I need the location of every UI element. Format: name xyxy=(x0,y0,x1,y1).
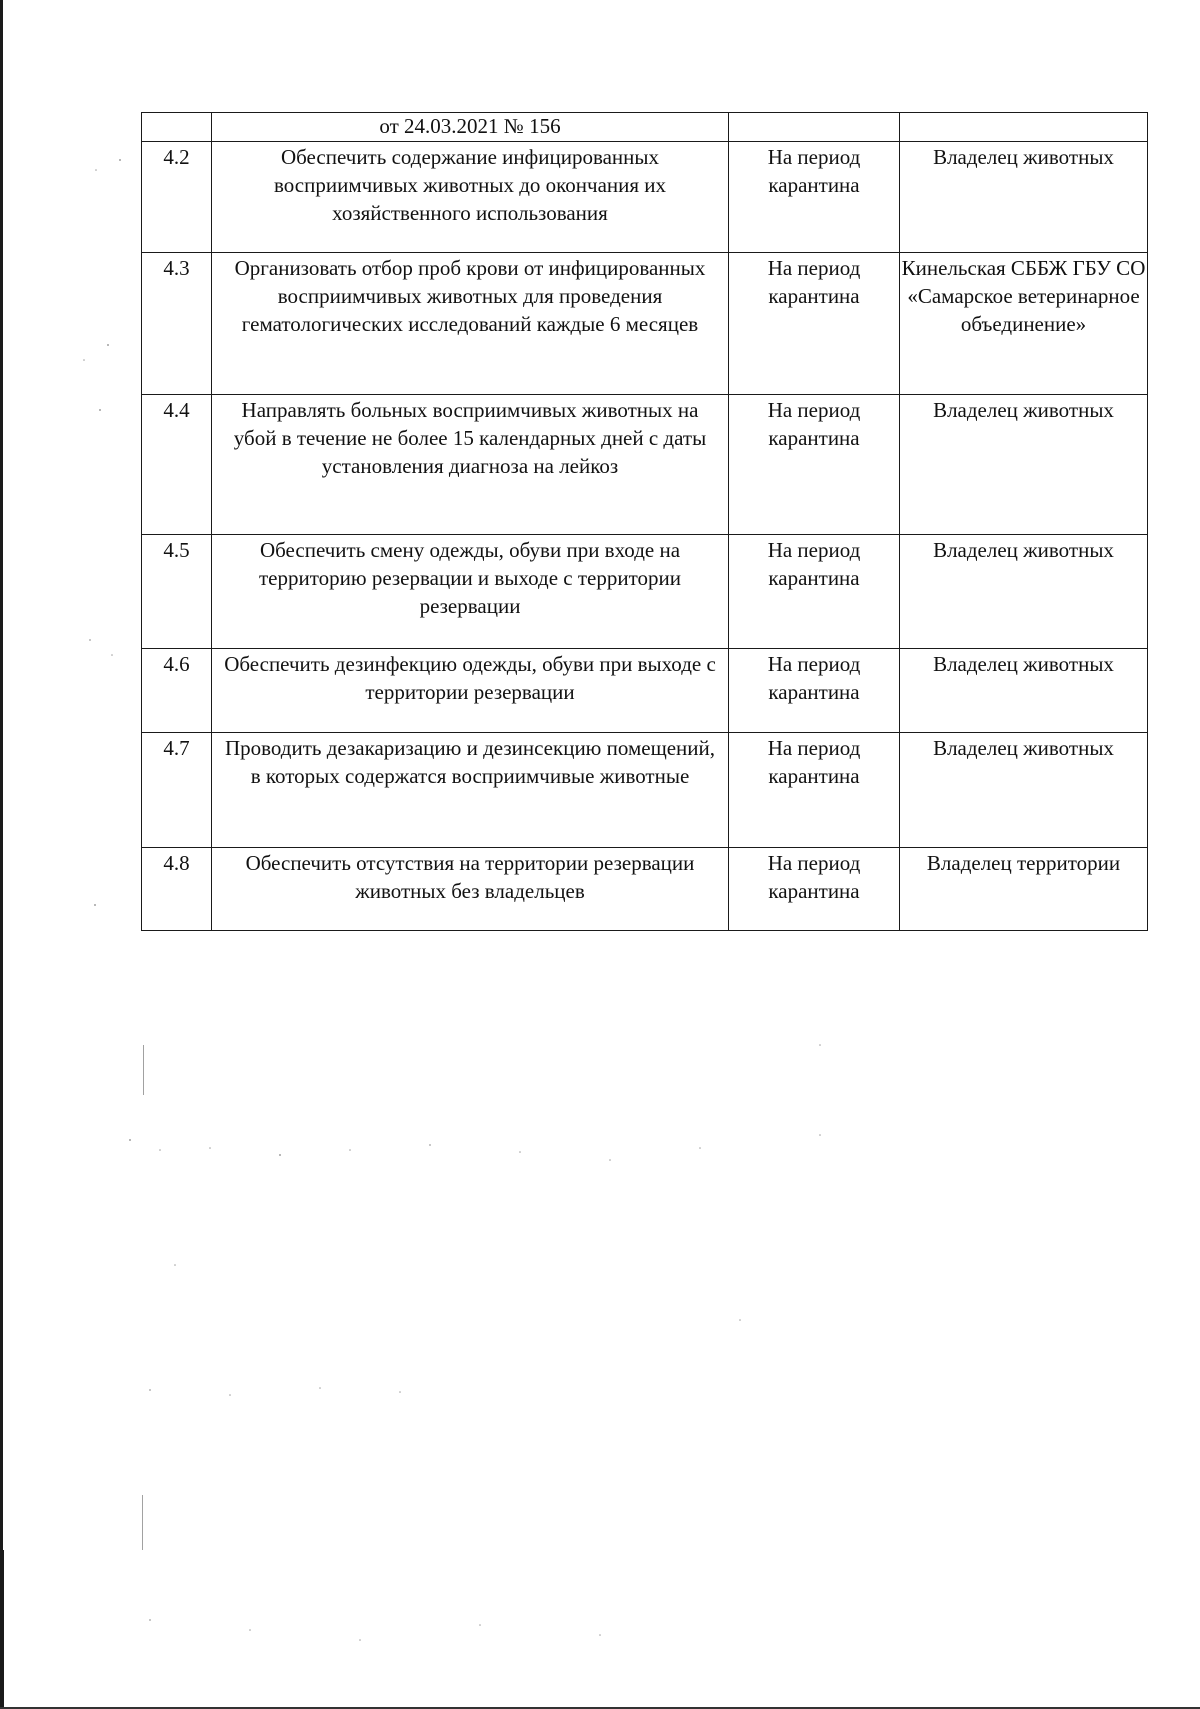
row-number: 4.2 xyxy=(142,142,212,253)
scan-left-edge-bottom xyxy=(0,1550,4,1709)
cell-empty xyxy=(729,113,900,142)
table-row xyxy=(142,649,1148,733)
row-responsible: Владелец территории xyxy=(900,848,1148,931)
scan-left-edge xyxy=(0,0,3,1709)
table-row xyxy=(142,395,1148,535)
table-row xyxy=(142,142,1148,253)
row-responsible: Владелец животных xyxy=(900,395,1148,535)
row-task: Обеспечить отсутствия на территории резервации животных без владельцев xyxy=(212,848,729,931)
row-term: На период карантина xyxy=(729,395,900,535)
row-responsible: Владелец животных xyxy=(900,649,1148,733)
cell-empty xyxy=(142,113,212,142)
row-term: На период карантина xyxy=(729,649,900,733)
row-task: Обеспечить смену одежды, обуви при входе на территорию резервации и выходе с территории резервации xyxy=(212,535,729,649)
row-term: На период карантина xyxy=(729,848,900,931)
row-responsible: Владелец животных xyxy=(900,142,1148,253)
table-row xyxy=(142,535,1148,649)
document-reference: от 24.03.2021 № 156 xyxy=(212,113,729,142)
row-task: Обеспечить содержание инфицированных восприимчивых животных до окончания их хозяйственного использования xyxy=(212,142,729,253)
row-term: На период карантина xyxy=(729,253,900,395)
row-task: Направлять больных восприимчивых животных на убой в течение не более 15 календарных дней с даты установления диагноза на лейкоз xyxy=(212,395,729,535)
table-row xyxy=(142,253,1148,395)
row-responsible: Владелец животных xyxy=(900,535,1148,649)
row-task: Проводить дезакаризацию и дезинсекцию помещений, в которых содержатся восприимчивые животные xyxy=(212,733,729,848)
row-responsible: Владелец животных xyxy=(900,733,1148,848)
row-number: 4.3 xyxy=(142,253,212,395)
row-term: На период карантина xyxy=(729,142,900,253)
row-number: 4.5 xyxy=(142,535,212,649)
row-responsible: Кинельская СББЖ ГБУ СО «Самарское ветеринарное объединение» xyxy=(900,253,1148,395)
row-task: Организовать отбор проб крови от инфицированных восприимчивых животных для проведения гематологических исследований каждые 6 месяцев xyxy=(212,253,729,395)
measures-table xyxy=(141,112,1148,931)
table-row-header-ref xyxy=(142,113,1148,142)
cell-empty xyxy=(900,113,1148,142)
row-number: 4.8 xyxy=(142,848,212,931)
row-task: Обеспечить дезинфекцию одежды, обуви при выходе с территории резервации xyxy=(212,649,729,733)
row-number: 4.7 xyxy=(142,733,212,848)
row-number: 4.4 xyxy=(142,395,212,535)
row-term: На период карантина xyxy=(729,733,900,848)
row-number: 4.6 xyxy=(142,649,212,733)
row-term: На период карантина xyxy=(729,535,900,649)
table-row xyxy=(142,848,1148,931)
table-row xyxy=(142,733,1148,848)
